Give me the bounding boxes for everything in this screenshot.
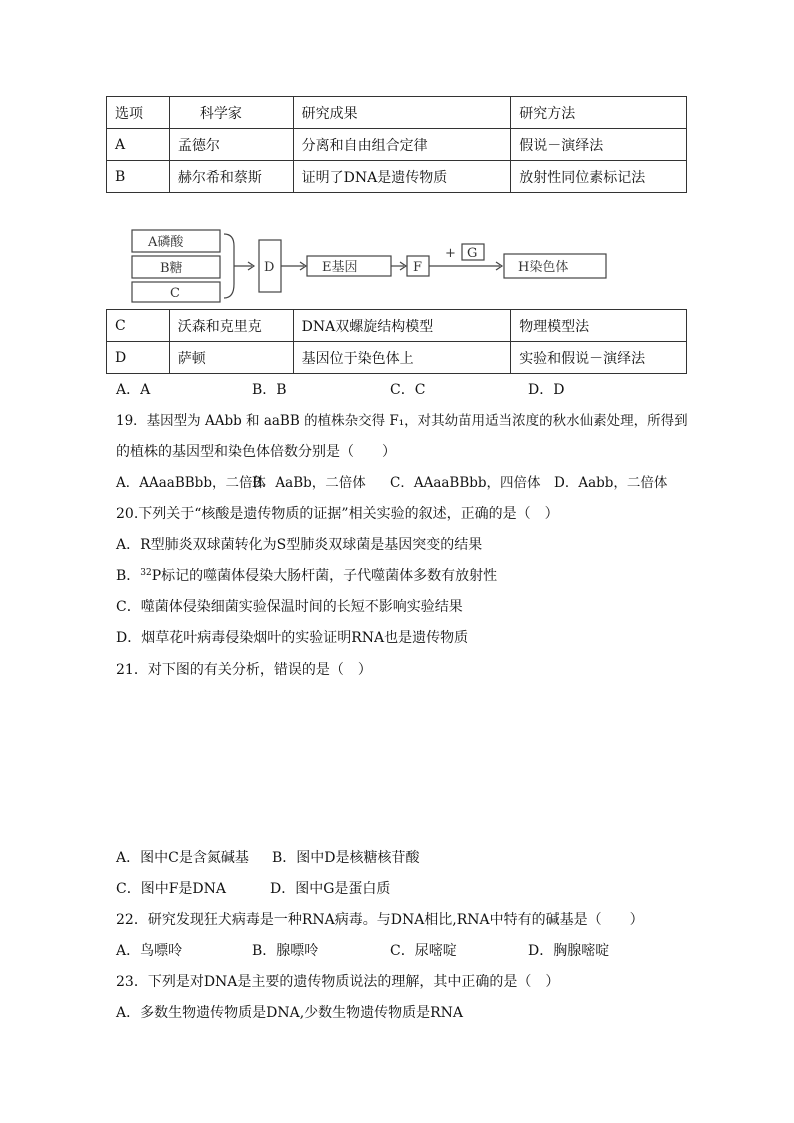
header-option: 选项 <box>107 97 170 129</box>
q20-option-a: A．R型肺炎双球菌转化为S型肺炎双球菌是基因突变的结果 <box>116 537 483 553</box>
box-b-label: B糖 <box>160 261 183 276</box>
q22-option-b: B．腺嘌呤 <box>252 943 319 959</box>
nucleic-acid-diagram <box>128 226 608 306</box>
q20-option-b-isotope: 32 <box>140 568 152 578</box>
table-header-row <box>107 97 687 129</box>
brace <box>224 234 234 298</box>
q18-option-b: B．B <box>252 382 287 398</box>
table-cell: 证明了DNA是遗传物质 <box>293 161 511 193</box>
q21-stem: 21．对下图的有关分析，错误的是（ ） <box>116 662 372 678</box>
header-method: 研究方法 <box>511 97 687 129</box>
table-cell: DNA双螺旋结构模型 <box>293 310 511 342</box>
q23-stem: 23．下列是对DNA是主要的遗传物质说法的理解，其中正确的是（ ） <box>116 974 560 990</box>
table-cell: B <box>107 161 170 193</box>
box-g-label: G <box>467 246 478 261</box>
table-cell: 实验和假说－演绎法 <box>511 342 687 374</box>
header-result: 研究成果 <box>293 97 511 129</box>
q20-option-d: D．烟草花叶病毒侵染烟叶的实验证明RNA也是遗传物质 <box>116 630 469 646</box>
q19-option-d: D．Aabb，二倍体 <box>554 475 668 491</box>
q19-option-c: C．AAaaBBbb，四倍体 <box>390 475 541 491</box>
plus-sign: + <box>445 246 456 261</box>
table-row <box>107 129 687 161</box>
table-cell: 放射性同位素标记法 <box>511 161 687 193</box>
table-row <box>107 161 687 193</box>
q22-option-c: C．尿嘧啶 <box>390 943 457 959</box>
q19-option-a: A．AAaaBBbb，二倍体 <box>116 475 266 491</box>
q19-option-b: B．AaBb，二倍体 <box>252 475 366 491</box>
q21-option-d: D．图中G是蛋白质 <box>270 881 391 897</box>
table-row <box>107 342 687 374</box>
table-cell: 物理模型法 <box>511 310 687 342</box>
box-d-label: D <box>264 260 275 275</box>
header-scientist: 科学家 <box>169 97 293 129</box>
table-cell: D <box>107 342 170 374</box>
box-e-label: E基因 <box>322 260 358 275</box>
q22-option-a: A．鸟嘌呤 <box>116 943 183 959</box>
q19-stem-line1: 19．基因型为 AAbb 和 aaBB 的植株杂交得 F₁，对其幼苗用适当浓度的秋水仙素处理，所得到 <box>116 413 688 429</box>
table-cell: 假说－演绎法 <box>511 129 687 161</box>
table-row <box>107 310 687 342</box>
q21-option-b: B．图中D是核糖核苷酸 <box>272 850 420 866</box>
q18-option-a: A．A <box>116 382 151 398</box>
table-cell: 分离和自由组合定律 <box>293 129 511 161</box>
q20-option-c: C．噬菌体侵染细菌实验保温时间的长短不影响实验结果 <box>116 599 463 615</box>
table-cell: A <box>107 129 170 161</box>
table-cell: 基因位于染色体上 <box>293 342 511 374</box>
q22-option-d: D．胸腺嘧啶 <box>528 943 610 959</box>
table-cell: 萨顿 <box>169 342 293 374</box>
box-a-label: A磷酸 <box>148 235 184 250</box>
table-cell: 沃森和克里克 <box>169 310 293 342</box>
table-cell: 赫尔希和蔡斯 <box>169 161 293 193</box>
table-cell: C <box>107 310 170 342</box>
q18-option-c: C．C <box>390 382 426 398</box>
q23-option-a: A．多数生物遗传物质是DNA,少数生物遗传物质是RNA <box>116 1005 464 1021</box>
box-h-label: H染色体 <box>518 260 569 275</box>
q20-stem: 20.下列关于“核酸是遗传物质的证据”相关实验的叙述，正确的是（ ） <box>116 506 559 522</box>
box-c-label: C <box>170 286 180 301</box>
q21-option-c: C．图中F是DNA <box>116 881 227 897</box>
q22-stem: 22．研究发现狂犬病毒是一种RNA病毒。与DNA相比,RNA中特有的碱基是（ ） <box>116 912 644 928</box>
q20-option-b <box>116 566 497 586</box>
q21-option-a: A．图中C是含氮碱基 <box>116 850 249 866</box>
q20-option-b-text: P标记的噬菌体侵染大肠杆菌，子代噬菌体多数有放射性 <box>151 568 498 584</box>
scientist-table-top <box>106 96 687 193</box>
q19-stem-line2: 的植株的基因型和染色体倍数分别是（ ） <box>116 444 396 460</box>
q20-option-b-prefix: B． <box>116 568 141 584</box>
table-cell: 孟德尔 <box>169 129 293 161</box>
q18-option-d: D．D <box>528 382 565 398</box>
box-f-label: F <box>413 260 423 275</box>
scientist-table-bottom <box>106 309 687 374</box>
